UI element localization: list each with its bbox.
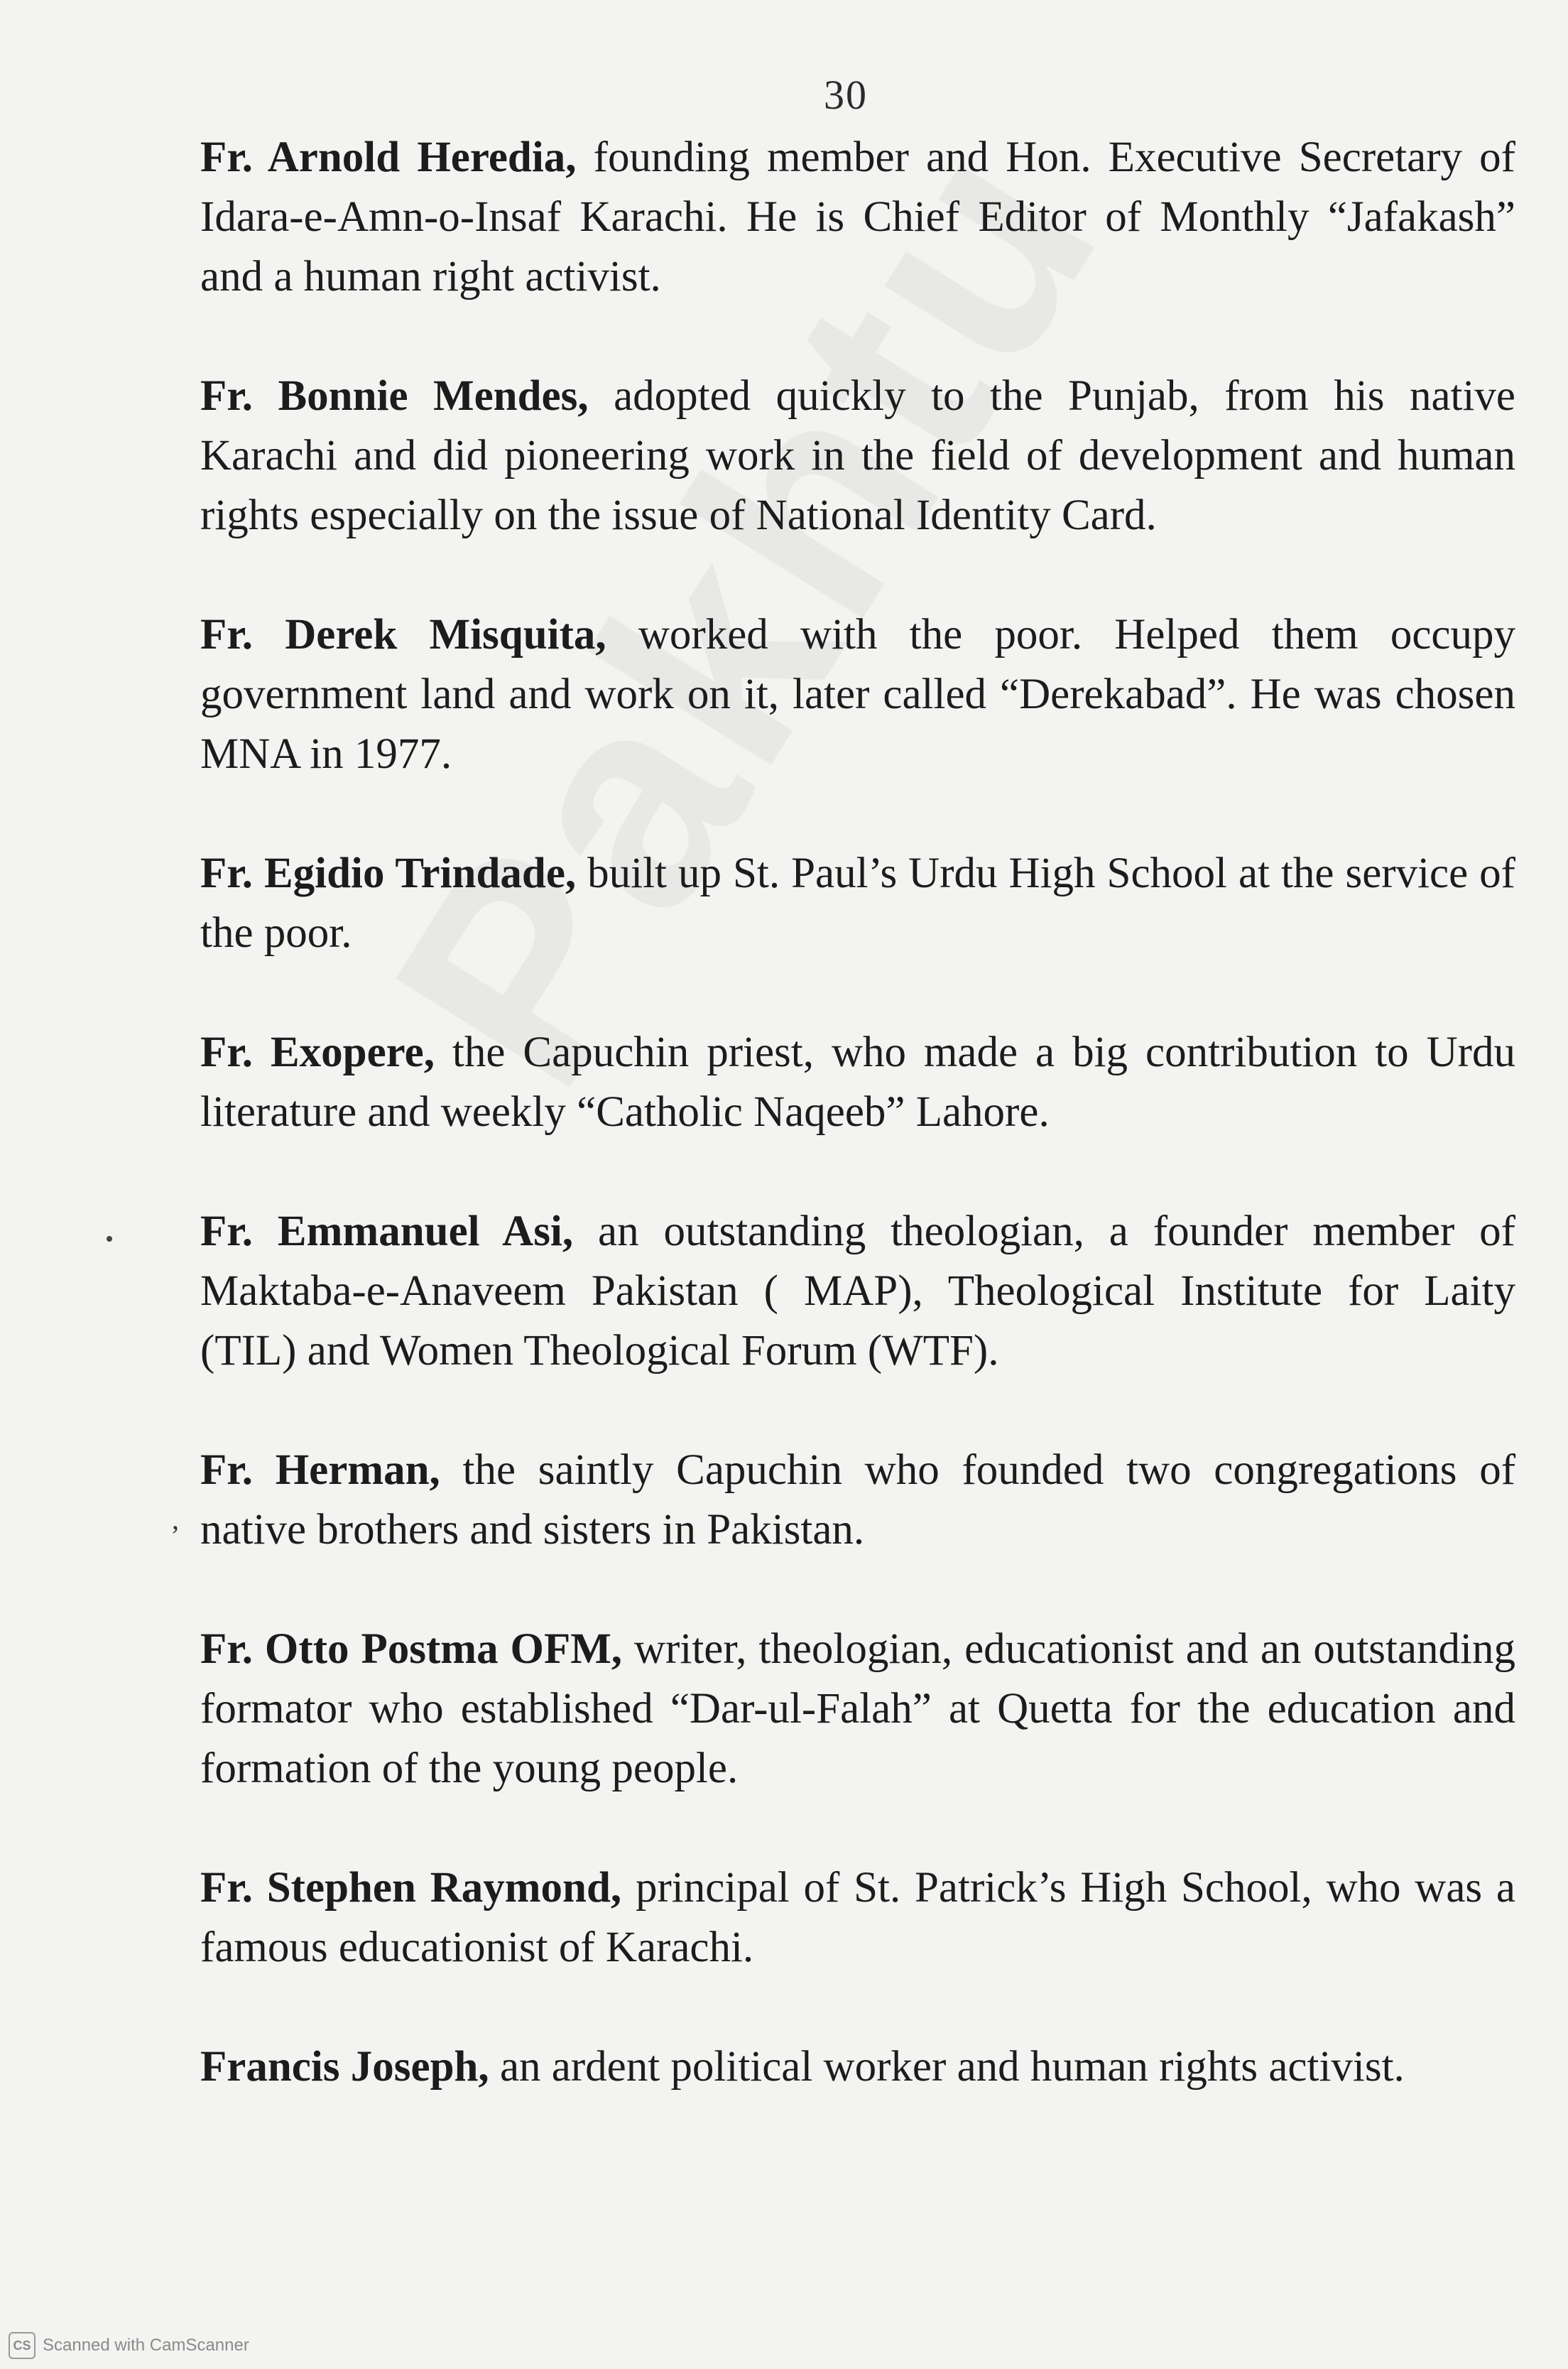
entry-egidio-trindade [200,844,1515,963]
scan-mark: ’ [170,1519,180,1551]
scanner-footer [9,2332,249,2359]
entry-text: an ardent political worker and human rights activist. [489,2043,1405,2091]
entry-name: Fr. Derek Misquita, [200,611,606,658]
entry-text: built up St. Paul’s Urdu High School at the service of the poor. [200,850,1515,957]
entry-name: Fr. Otto Postma OFM, [200,1625,623,1673]
entry-bonnie-mendes [200,367,1515,546]
entry-text: an outstanding theologian, a founder member of Maktaba-e-Anaveem Pakistan ( MAP), Theological Institute for Laity (TIL) and Women Theological Forum (WTF). [200,1208,1515,1375]
entries-list [200,128,1515,2097]
entry-francis-joseph [200,2037,1515,2097]
entry-name: Fr. Arnold Heredia, [200,134,577,181]
entry-text: adopted quickly to the Punjab, from his native Karachi and did pioneering work in the field of development and human rights especially on the issue of National Identity Card. [200,372,1515,539]
entry-text: the saintly Capuchin who founded two congregations of native brothers and sisters in Pakistan. [200,1446,1516,1554]
scan-speck [107,1236,112,1242]
entry-name: Fr. Stephen Raymond, [200,1864,622,1912]
entry-derek-misquita [200,605,1515,784]
entry-name: Fr. Herman, [200,1446,440,1494]
entry-otto-postma [200,1620,1515,1799]
entry-name: Francis Joseph, [200,2043,489,2091]
entry-emmanuel-asi [200,1202,1515,1381]
entry-name: Fr. Egidio Trindade, [200,850,577,897]
page-number: 30 [824,72,868,118]
entry-name: Fr. Emmanuel Asi, [200,1208,574,1255]
entry-arnold-heredia [200,128,1515,307]
entry-name: Fr. Exopere, [200,1029,435,1076]
entry-text: worked with the poor. Helped them occupy government land and work on it, later called “Derekabad”. He was chosen MNA in 1977. [200,611,1515,778]
entry-text: founding member and Hon. Executive Secretary of Idara-e-Amn-o-Insaf Karachi. He is Chief Editor of Monthly “Jafakash” and a human right activist. [200,134,1515,300]
entry-text: the Capuchin priest, who made a big contribution to Urdu literature and weekly “Catholic Naqeeb” Lahore. [200,1029,1515,1136]
entry-stephen-raymond [200,1858,1515,1978]
scanner-credit: Scanned with CamScanner [43,2336,249,2355]
entry-herman [200,1441,1515,1560]
entry-text: principal of St. Patrick’s High School, who was a famous educationist of Karachi. [200,1864,1516,1971]
entry-exopere [200,1023,1515,1142]
entry-text: writer, theologian, educationist and an outstanding formator who established “Dar-ul-Falah” at Quetta for the education and formation of the young people. [200,1625,1515,1792]
camscanner-logo-icon: CS [9,2332,36,2359]
entry-name: Fr. Bonnie Mendes, [200,372,589,420]
